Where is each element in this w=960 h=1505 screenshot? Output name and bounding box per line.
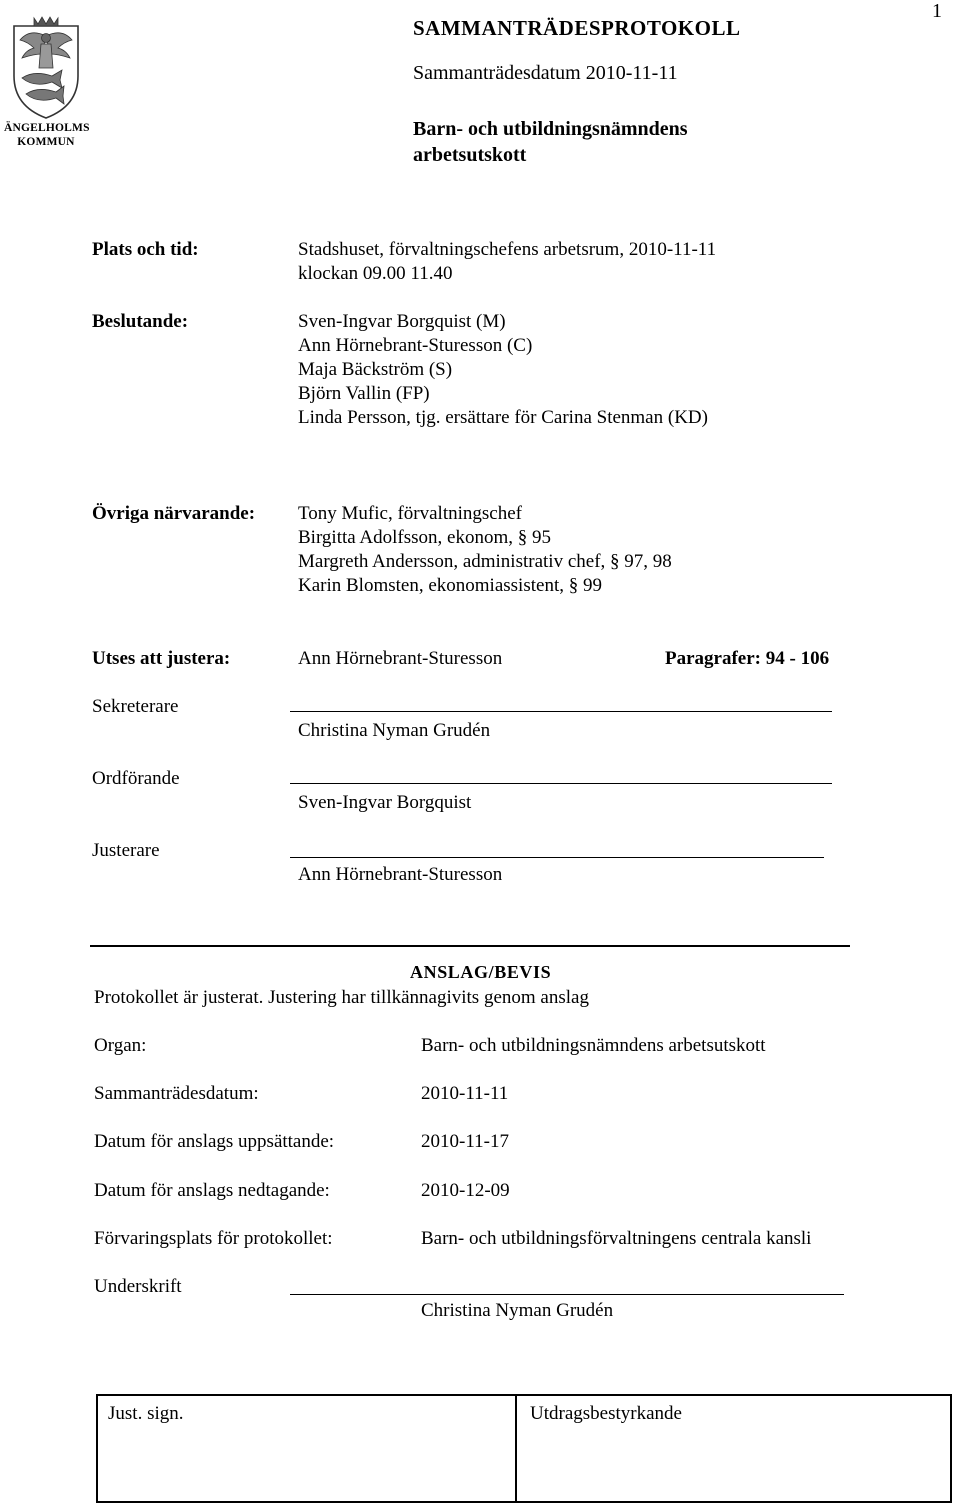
- organization-line2: arbetsutskott: [413, 144, 527, 166]
- section-divider: [90, 945, 850, 947]
- signature-role-chair: Ordförande: [92, 768, 180, 789]
- footer-signature-box: [96, 1394, 952, 1503]
- adjuster-name: Ann Hörnebrant-Sturesson: [298, 648, 503, 669]
- underskrift-line: [290, 1294, 844, 1295]
- signature-line-chair: [290, 783, 832, 784]
- other-member: Margreth Andersson, administrativ chef, § 97, 98: [298, 551, 672, 572]
- deciding-member: Linda Persson, tjg. ersättare för Carina Stenman (KD): [298, 407, 708, 428]
- place-value: [298, 238, 716, 286]
- storage-label: Förvaringsplats för protokollet:: [94, 1228, 333, 1249]
- meeting-date: Sammanträdesdatum 2010-11-11: [413, 62, 678, 84]
- organization-line1: Barn- och utbildningsnämndens: [413, 118, 688, 140]
- deciding-member: Ann Hörnebrant-Sturesson (C): [298, 335, 533, 356]
- deciding-member: Björn Vallin (FP): [298, 383, 430, 404]
- others-label: Övriga närvarande:: [92, 503, 256, 524]
- place-line1: Stadshuset, förvaltningschefens arbetsrum, 2010-11-11: [298, 239, 717, 260]
- document-title: SAMMANTRÄDESPROTOKOLL: [413, 16, 741, 40]
- underskrift-name: Christina Nyman Grudén: [421, 1300, 614, 1321]
- adjuster-label: Utses att justera:: [92, 648, 231, 669]
- page-number: 1: [932, 0, 942, 22]
- removed-date-label: Datum för anslags nedtagande:: [94, 1180, 330, 1201]
- other-member: Birgitta Adolfsson, ekonom, § 95: [298, 527, 551, 548]
- deciding-member: Maja Bäckström (S): [298, 359, 453, 380]
- logo-text-line2: KOMMUN: [17, 136, 75, 148]
- posted-date-label: Datum för anslags uppsättande:: [94, 1131, 335, 1152]
- signature-line-adjuster: [290, 857, 824, 858]
- signature-role-adjuster: Justerare: [92, 840, 160, 861]
- footer-box-divider: [515, 1396, 517, 1501]
- other-member: Tony Mufic, förvaltningschef: [298, 503, 522, 524]
- organization-name: [413, 116, 688, 168]
- place-line2: klockan 09.00 11.40: [298, 263, 453, 284]
- others-list: [298, 502, 672, 598]
- meeting-date-label: Sammanträdesdatum:: [94, 1083, 259, 1104]
- angelholm-coat-of-arms-icon: [4, 14, 88, 120]
- deciding-member: Sven-Ingvar Borgquist (M): [298, 311, 506, 332]
- storage-value: Barn- och utbildningsförvaltningens centrala kansli: [421, 1228, 812, 1249]
- signature-name-chair: Sven-Ingvar Borgquist: [298, 792, 472, 813]
- signature-role-secretary: Sekreterare: [92, 696, 179, 717]
- utdragsbestyrkande-label: Utdragsbestyrkande: [530, 1403, 682, 1424]
- deciding-label: Beslutande:: [92, 311, 189, 332]
- posted-date-value: 2010-11-17: [421, 1131, 509, 1152]
- municipality-logo: [4, 14, 88, 154]
- paragraph-range: Paragrafer: 94 - 106: [665, 648, 830, 669]
- underskrift-label: Underskrift: [94, 1276, 182, 1297]
- just-sign-label: Just. sign.: [108, 1403, 184, 1424]
- signature-name-secretary: Christina Nyman Grudén: [298, 720, 491, 741]
- removed-date-value: 2010-12-09: [421, 1180, 510, 1201]
- anslag-intro: Protokollet är justerat. Justering har tillkännagivits genom anslag: [94, 987, 589, 1008]
- signature-name-adjuster: Ann Hörnebrant-Sturesson: [298, 864, 503, 885]
- anslag-title: ANSLAG/BEVIS: [410, 962, 552, 982]
- organ-value: Barn- och utbildningsnämndens arbetsutskott: [421, 1035, 766, 1056]
- deciding-list: [298, 310, 708, 430]
- organ-label: Organ:: [94, 1035, 147, 1056]
- logo-text-line1: ÄNGELHOLMS: [4, 122, 90, 134]
- signature-line-secretary: [290, 711, 832, 712]
- place-label: Plats och tid:: [92, 239, 199, 260]
- meeting-date-value: 2010-11-11: [421, 1083, 509, 1104]
- other-member: Karin Blomsten, ekonomiassistent, § 99: [298, 575, 602, 596]
